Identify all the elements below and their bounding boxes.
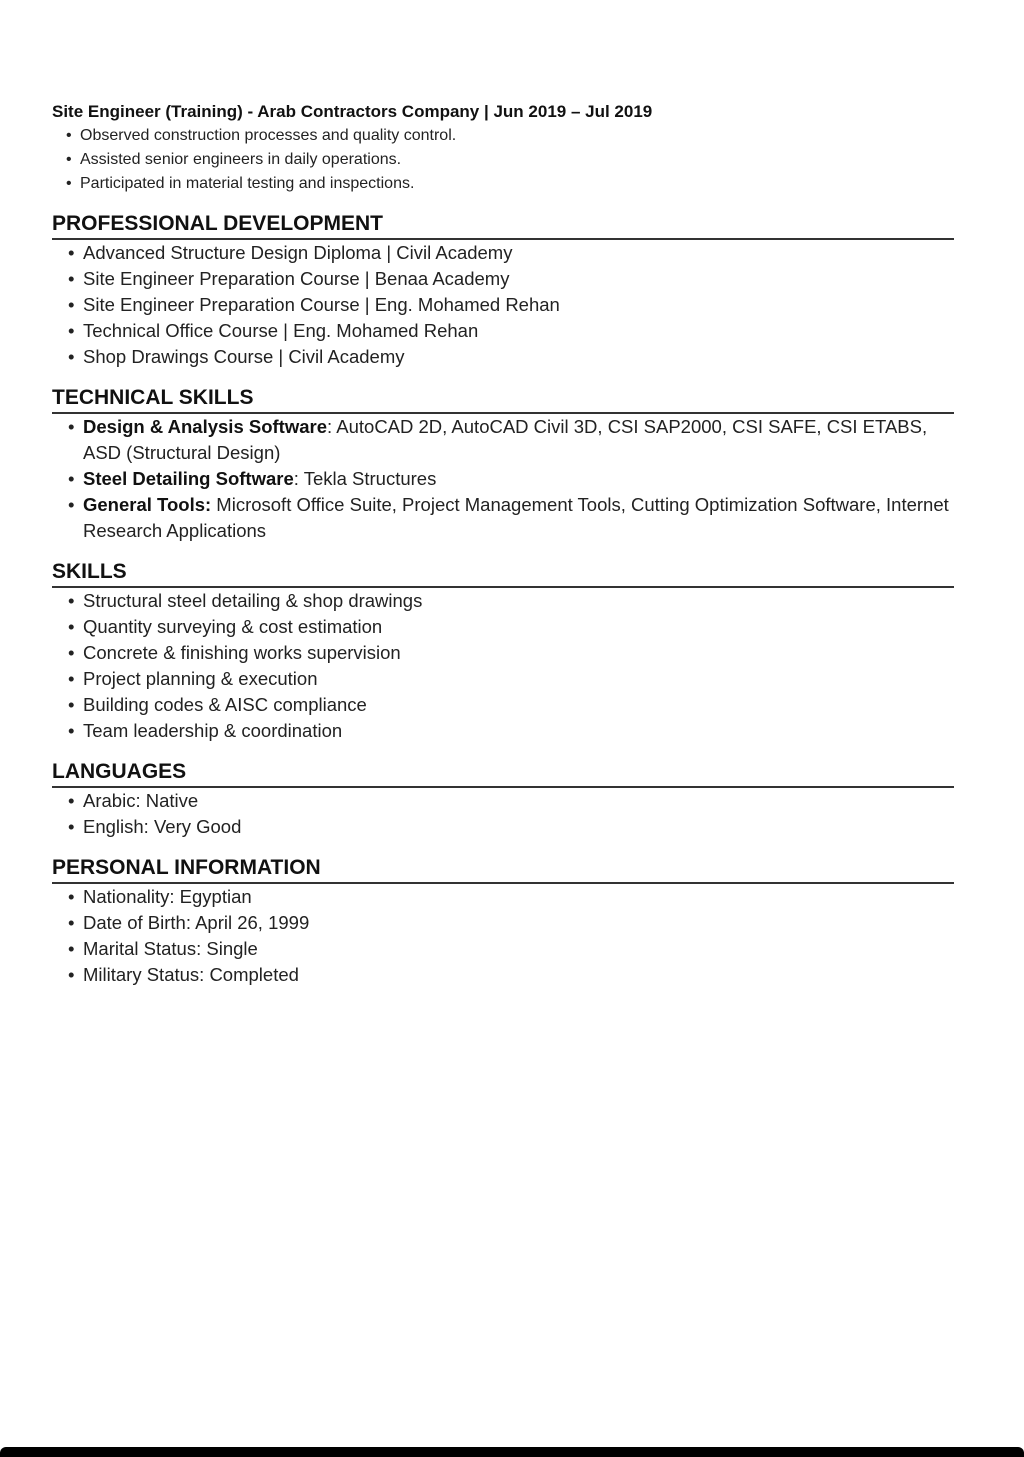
list-item: • Structural steel detailing & shop drawings <box>68 588 954 614</box>
technical-skills-list <box>52 414 954 544</box>
list-item: • Advanced Structure Design Diploma | Civil Academy <box>68 240 954 266</box>
training-entry <box>52 100 954 196</box>
list-item: • Quantity surveying & cost estimation <box>68 614 954 640</box>
page-bottom-edge <box>0 1447 1024 1457</box>
skill-text: Microsoft Office Suite, Project Management Tools, Cutting Optimization Software, Internet Research Applications <box>83 494 949 541</box>
skills-list <box>52 588 954 744</box>
section-heading: PERSONAL INFORMATION <box>52 854 954 884</box>
skill-text: : Tekla Structures <box>293 468 437 489</box>
section-heading: TECHNICAL SKILLS <box>52 384 954 414</box>
skill-label: General Tools: <box>83 494 212 515</box>
skill-label: Design & Analysis Software <box>83 416 327 437</box>
personal-information-section <box>52 854 954 988</box>
list-item: • Site Engineer Preparation Course | Benaa Academy <box>68 266 954 292</box>
list-item: • Assisted senior engineers in daily operations. <box>66 148 954 172</box>
section-heading: LANGUAGES <box>52 758 954 788</box>
professional-development-list <box>52 240 954 370</box>
training-bullets <box>52 124 954 196</box>
list-item: • English: Very Good <box>68 814 954 840</box>
list-item: • Participated in material testing and inspections. <box>66 172 954 196</box>
section-heading: PROFESSIONAL DEVELOPMENT <box>52 210 954 240</box>
list-item: • Project planning & execution <box>68 666 954 692</box>
list-item: • Team leadership & coordination <box>68 718 954 744</box>
list-item <box>68 492 954 544</box>
skills-section <box>52 558 954 744</box>
list-item <box>68 414 954 466</box>
list-item: • Technical Office Course | Eng. Mohamed Rehan <box>68 318 954 344</box>
list-item: • Military Status: Completed <box>68 962 954 988</box>
job-title: Site Engineer (Training) - Arab Contractors Company | Jun 2019 – Jul 2019 <box>52 102 653 121</box>
list-item: • Date of Birth: April 26, 1999 <box>68 910 954 936</box>
section-heading: SKILLS <box>52 558 954 588</box>
languages-list <box>52 788 954 840</box>
list-item: • Shop Drawings Course | Civil Academy <box>68 344 954 370</box>
list-item: • Marital Status: Single <box>68 936 954 962</box>
list-item: • Concrete & finishing works supervision <box>68 640 954 666</box>
list-item: • Arabic: Native <box>68 788 954 814</box>
languages-section <box>52 758 954 840</box>
skill-label: Steel Detailing Software <box>83 468 294 489</box>
list-item: • Nationality: Egyptian <box>68 884 954 910</box>
list-item: • Site Engineer Preparation Course | Eng. Mohamed Rehan <box>68 292 954 318</box>
personal-information-list <box>52 884 954 988</box>
technical-skills-section <box>52 384 954 544</box>
skill-text: : AutoCAD 2D, AutoCAD Civil 3D, CSI SAP2000, CSI SAFE, CSI ETABS, ASD (Structural Design) <box>83 416 928 463</box>
list-item: • Building codes & AISC compliance <box>68 692 954 718</box>
list-item: • Observed construction processes and quality control. <box>66 124 954 148</box>
resume-content <box>52 100 954 988</box>
professional-development-section <box>52 210 954 370</box>
list-item <box>68 466 954 492</box>
